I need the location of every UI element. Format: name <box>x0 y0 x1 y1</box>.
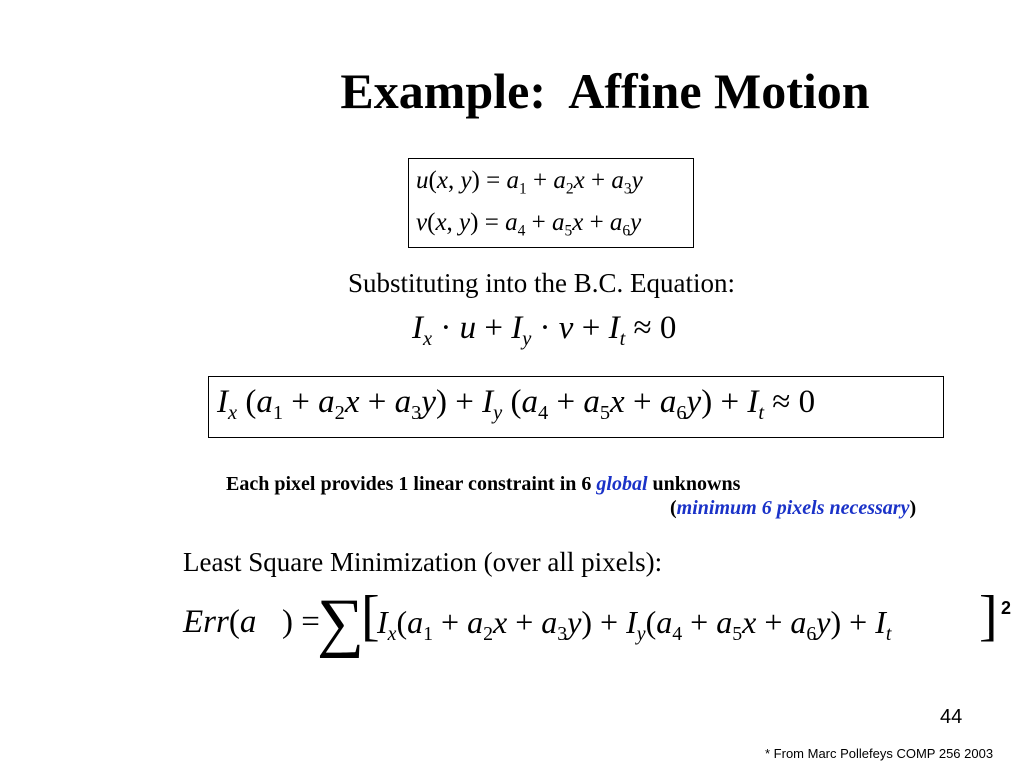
global-emphasis: global <box>596 473 648 495</box>
constraint-unknowns: unknowns <box>647 473 741 495</box>
minimum-pixels-text: minimum 6 pixels necessary <box>676 497 910 519</box>
left-bracket: [ <box>361 585 380 647</box>
constraint-text: Each pixel provides 1 linear constraint in 6 <box>226 473 597 495</box>
affine-u-equation: u(x, $y) = a_1 + a_2x + a_3y$ <box>416 167 643 198</box>
substituted-equation-box <box>208 376 944 438</box>
affine-v-equation: v(x, $y) = a_4 + a_5x + a_6y$ <box>416 209 642 240</box>
error-function <box>183 585 1003 662</box>
bc-equation: $I_x \cdot u + I_y \cdot v + I_t \approx 0$ <box>412 310 677 351</box>
slide-title: Example: Affine Motion <box>340 63 870 119</box>
substitution-label: Substituting into the B.C. Equation: <box>348 268 736 298</box>
affine-model-box <box>408 158 694 248</box>
minimum-open-paren: ( <box>670 497 677 519</box>
summation-symbol: ∑ <box>317 586 365 659</box>
minimum-pixels-note <box>670 497 916 520</box>
least-squares-label: Least Square Minimization (over all pixels): <box>183 547 663 577</box>
right-bracket: ] <box>979 585 998 647</box>
squared-exponent: 2 <box>1001 598 1012 618</box>
err-lhs: Err(a⃗) = <box>183 604 320 640</box>
citation: * From Marc Pollefeys COMP 256 2003 <box>765 746 994 761</box>
page-number: 44 <box>940 706 963 728</box>
err-inner-expression: $I_x(a_1 + a_2x + a_3y) + I_y(a_4 + a_5x + a_6y) + I_t$ <box>377 604 892 645</box>
substituted-equation: $I_x$ $(a_1 + a_2x + a_3y) + I_y$ $(a_4 + a_5x + a_6y) + I_t \approx 0$ <box>217 384 816 425</box>
minimum-close-paren: ) <box>909 497 917 519</box>
constraint-note <box>226 473 740 496</box>
